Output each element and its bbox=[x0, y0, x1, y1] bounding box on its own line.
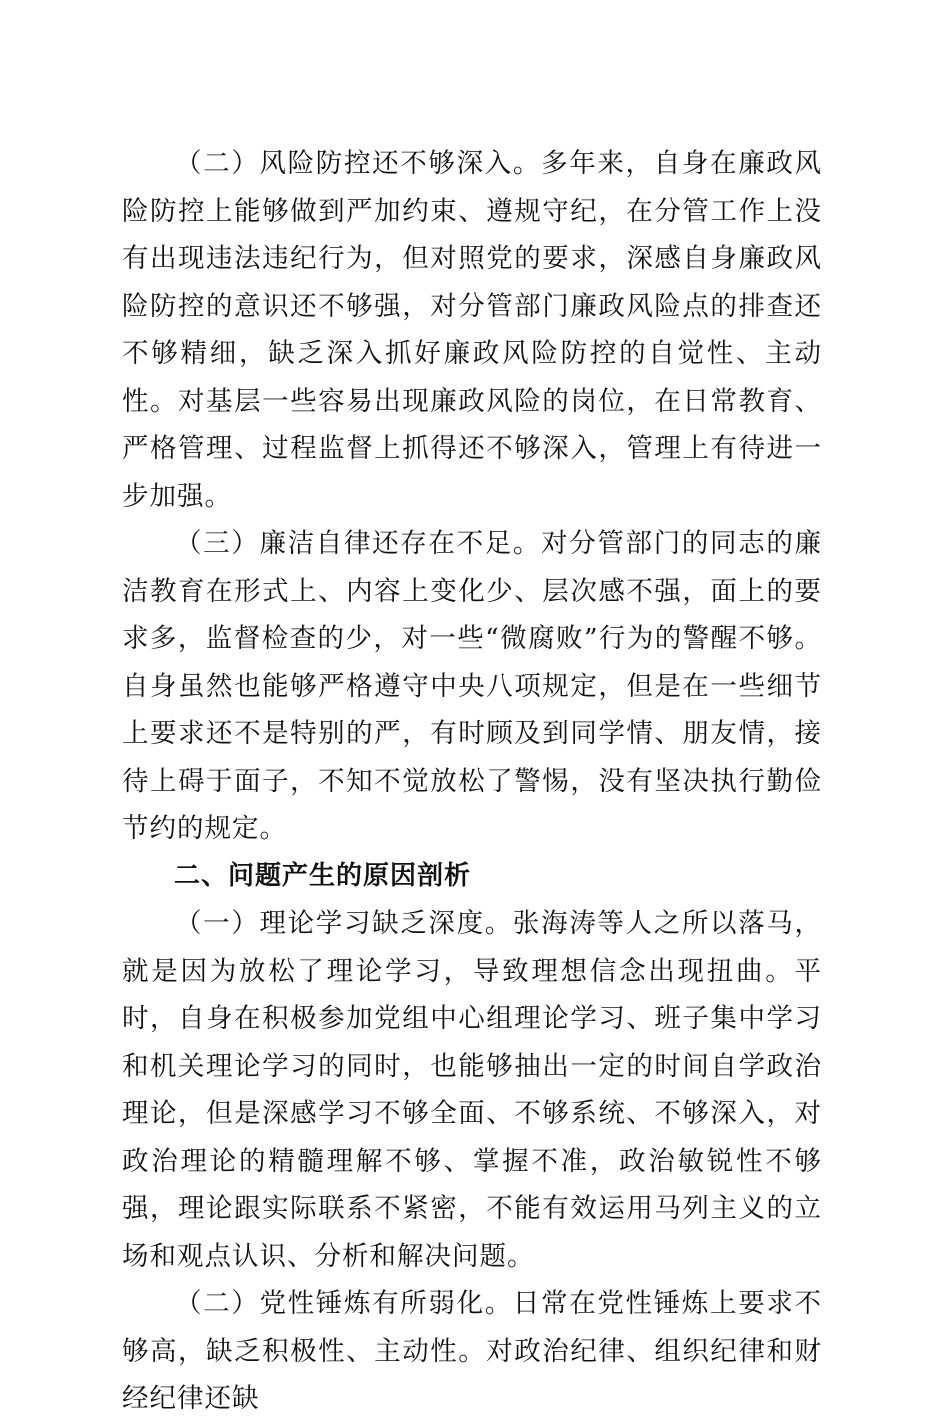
paragraph-self-discipline bbox=[122, 520, 822, 853]
paragraph-party-spirit bbox=[122, 1280, 822, 1423]
paragraph-text: 张海涛等人之所以落马，就是因为放松了理论学习，导致理想信念出现扭曲。平时，自身在积极参加党组中心组理论学习、班子集中学习和机关理论学习的同时，也能够抽出一定的时间自学政治理论，但是深感学习不够全面、不够系统、不够深入，对政治理论的精髓理解不够、掌握不准，政治敏锐性不够强，理论跟实际联系不紧密，不能有效运用马列主义的立场和观点认识、分析和解决问题。 bbox=[122, 908, 823, 1272]
paragraph-text: 对分管部门的同志的廉洁教育在形式上、内容上变化少、层次感不强，面上的要求多，监督检查的少，对一些“微腐败”行为的警醒不够。自身虽然也能够严格遵守中央八项规定，但是在一些细节上要求还不是特别的严，有时顾及到同学情、朋友情，接待上碍于面子，不知不觉放松了警惕，没有坚决执行勤俭节约的规定。 bbox=[122, 528, 823, 844]
paragraph-theory-study bbox=[122, 900, 822, 1280]
paragraph-lead: （二）党性锤炼有所弱化。 bbox=[175, 1288, 513, 1319]
document-body bbox=[122, 140, 822, 1423]
paragraph-lead: （二）风险防控还不够深入。 bbox=[175, 148, 542, 179]
section-heading: 二、问题产生的原因剖析 bbox=[174, 860, 472, 891]
paragraph-text: 多年来，自身在廉政风险防控上能够做到严加约束、遵规守纪，在分管工作上没有出现违法违纪行为，但对照党的要求，深感自身廉政风险防控的意识还不够强，对分管部门廉政风险点的排查还不够精细，缺乏深入抓好廉政风险防控的自觉性、主动性。对基层一些容易出现廉政风险的岗位，在日常教育、严格管理、过程监督上抓得还不够深入，管理上有待进一步加强。 bbox=[122, 148, 823, 512]
paragraph-text: 日常在党性锤炼上要求不够高，缺乏积极性、主动性。对政治纪律、组织纪律和财经纪律还缺 bbox=[122, 1288, 823, 1414]
paragraph-risk-prevention bbox=[122, 140, 822, 520]
paragraph-lead: （一）理论学习缺乏深度。 bbox=[175, 908, 513, 939]
paragraph-lead: （三）廉洁自律还存在不足。 bbox=[175, 528, 542, 559]
